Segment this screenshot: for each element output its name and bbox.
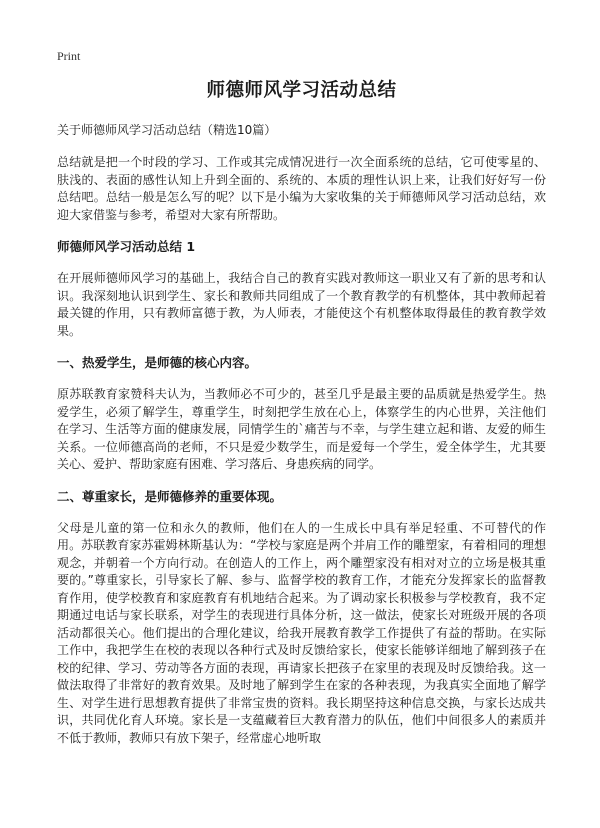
article-heading: 师德师风学习活动总结 1 (57, 239, 196, 254)
section2-heading: 二、尊重家长，是师德修养的重要体现。 (57, 488, 283, 504)
article-intro-paragraph: 在开展师德师风学习的基础上，我结合自己的教育实践对教师这一职业又有了新的思考和认识。我深刻地认识到学生、家长和教师共同组成了一个教育教学的有机整体，其中教师起着最关键的作用，只有教师富德于教，为人师表，才能使这个有机整体取得最佳的教育教学效果。 (57, 271, 546, 338)
section2-paragraph: 父母是儿童的第一位和永久的教师，他们在人的一生成长中具有举足轻重、不可替代的作用。苏联教育家苏霍姆林斯基认为：“学校与家庭是两个并肩工作的雕塑家，有着相同的理想观念，并朝着一个方向行动。在创造人的工作上，两个雕塑家没有相对对立的立场是极其重要的。”尊重家长，引导家长了解、参与、监督学校的教育工作，才能充分发挥家长的监督教育作用，使学校教育和家庭教育有机地结合起来。为了调动家长积极参与学校教育，我不定期通过电话与家长联系，对学生的表现进行具体分析，这一做法，使家长对班级开展的各项活动都很关心。他们提出的合理化建议，给我开展教育教学工作提供了有益的帮助。在实际工作中，我把学生在校的表现以各种行式及时反馈给家长，使家长能够详细地了解到孩子在校的纪律、学习、劳动等各方面的表现，再请家长把孩子在家里的表现及时反馈给我。这一做法取得了非常好的教育效果。及时地了解到学生在家的各种表现，为我真实全面地了解学生、对学生进行思想教育提供了非常宝贵的资料。我长期坚持这种信息交换，与家长达成共识，共同优化育人环境。家长是一支蕴藏着巨大教育潜力的队伍，他们中间很多人的素质并不低于教师，教师只有放下架子，经常虚心地听取 (57, 520, 546, 745)
print-label: Print (57, 49, 81, 63)
section1-heading: 一、热爱学生，是师德的核心内容。 (57, 355, 258, 370)
document-subtitle: 关于师德师风学习活动总结（精选10篇） (57, 123, 277, 137)
section1-paragraph: 原苏联教育家赞科夫认为，当教师必不可少的，甚至几乎是最主要的品质就是热爱学生。热爱学生，必须了解学生，尊重学生，时刻把学生放在心上，体察学生的内心世界，关注他们在学习、生活等方面的健康发展，同情学生的`痛苦与不幸，与学生建立起和谐、友爱的师生关系。一位师德高尚的老师，不只是爱少数学生，而是爱每一个学生，爱全体学生，尤其要关心、爱护、帮助家庭有困难、学习落后、身患疾病的同学。 (57, 387, 546, 471)
intro-paragraph: 总结就是把一个时段的学习、工作或其完成情况进行一次全面系统的总结，它可使零星的、肤浅的、表面的感性认知上升到全面的、系统的、本质的理性认识上来，让我们好好写一份总结吧。总结一般是怎么写的呢？以下是小编为大家收集的关于师德师风学习活动总结，欢迎大家借鉴与参考，希望对大家有所帮助。 (57, 155, 546, 222)
page-title: 师德师风学习活动总结 (206, 80, 397, 101)
